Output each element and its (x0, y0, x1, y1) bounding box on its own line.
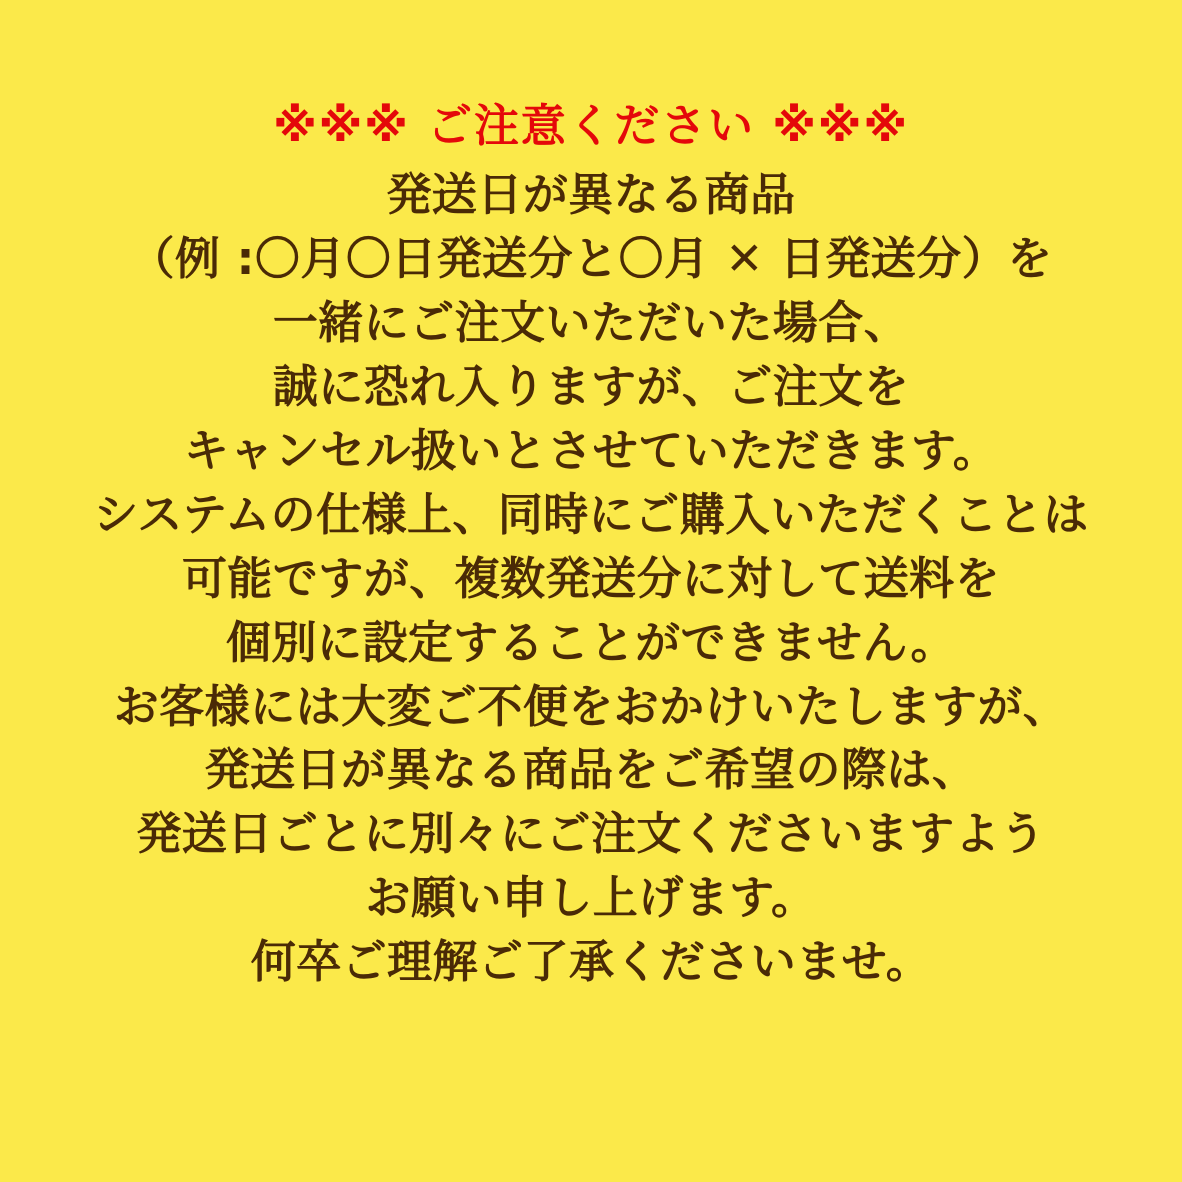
notice-line: キャンセル扱いとさせていただきます。 (183, 423, 999, 477)
notice-line: お客様には大変ご不便をおかけいたしますが、 (113, 679, 1069, 733)
notice-heading: ※※※ ご注意ください ※※※ (273, 99, 909, 152)
notice-line: 一緒にご注文いただいた場合、 (272, 296, 910, 350)
notice-line: 誠に恐れ入りますが、ご注文を (272, 360, 910, 414)
notice-line: 可能ですが、複数発送分に対して送料を (181, 551, 1001, 605)
notice-line: お願い申し上げます。 (365, 871, 817, 925)
notice-line: システムの仕様上、同時にご購入いただくことは (93, 487, 1089, 541)
notice-line: 何卒ご理解ご了承くださいませ。 (250, 935, 932, 989)
notice-line: 発送日が異なる商品 (386, 168, 796, 222)
notice-body (93, 163, 1088, 994)
notice-line: 発送日ごとに別々にご注文くださいますよう (136, 807, 1046, 861)
notice-line: 発送日が異なる商品をご希望の際は、 (204, 743, 978, 797)
notice-line: （例 :〇月〇日発送分と〇月 ✕ 日発送分）を (129, 232, 1053, 286)
notice-line: 個別に設定することができません。 (226, 615, 956, 669)
